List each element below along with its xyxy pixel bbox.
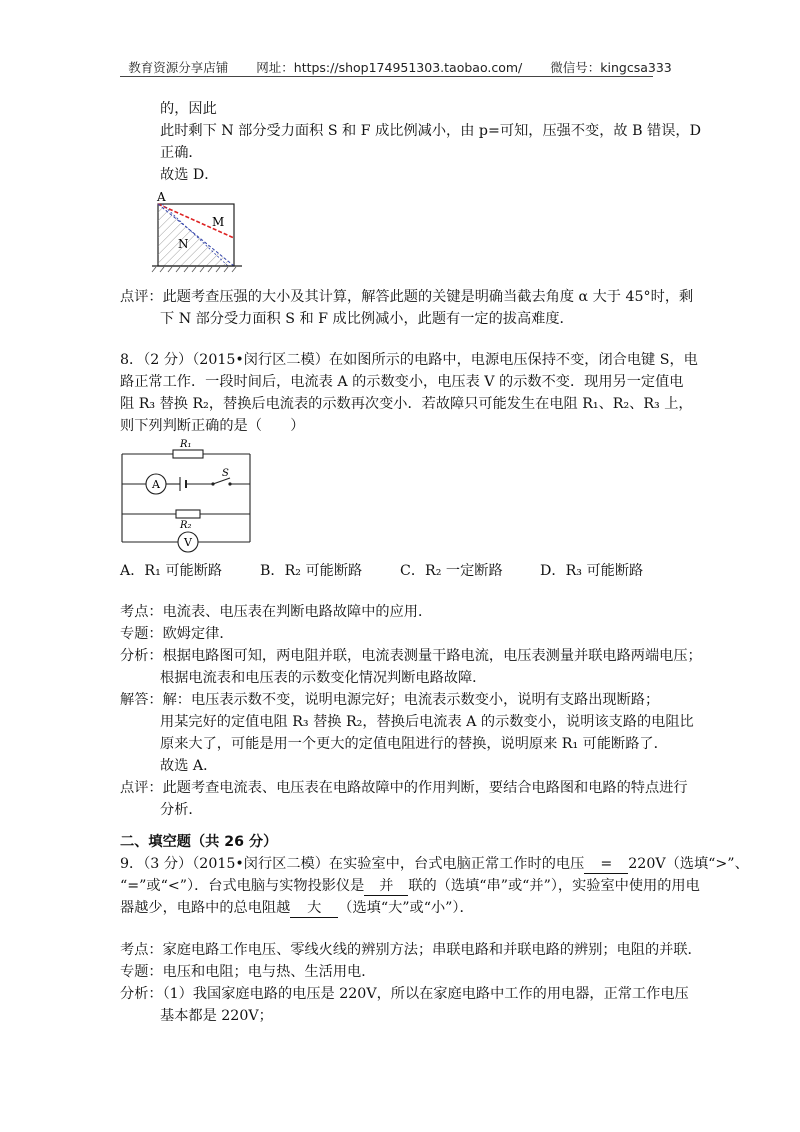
q8-option-b: B．R₂ 可能断路 <box>260 563 363 579</box>
q8-dianping-2: 分析． <box>160 802 203 818</box>
resistor-r2 <box>176 510 200 518</box>
q8-jieda-3: 原来大了，可能是用一个更大的定值电阻进行的替换，说明原来 R₁ 可能断路了． <box>160 736 668 752</box>
q8-fenxi-2: 根据电流表和电压表的示数变化情况判断电路故障． <box>160 670 487 686</box>
q7-line-2: 此时剩下 N 部分受力面积 S 和 F 成比例减小，由 p=可知，压强不变，故 B 错误，D <box>160 123 701 139</box>
q9-answer-1: = <box>584 855 628 874</box>
label-r1: R₁ <box>180 439 192 450</box>
label-m: M <box>212 215 225 229</box>
q8-option-d: D．R₃ 可能断路 <box>540 563 644 579</box>
q8-jieda-2: 用某完好的定值电阻 R₃ 替换 R₂，替换后电流表 A 的示数变小，说明该支路的电阻比 <box>160 714 694 730</box>
q9-stem-2b: 联的（选填“串”或“并”），实验室中使用的用电 <box>408 878 700 894</box>
q9-stem-3 <box>120 899 474 918</box>
q9-answer-2: 并 <box>364 877 408 896</box>
q9-kaodian: 考点：家庭电路工作电压、零线火线的辨别方法；串联电路和并联电路的辨别；电阻的并联． <box>120 942 702 958</box>
circuit-diagram <box>118 436 254 556</box>
q7-line-1: 的，因此 <box>160 101 217 117</box>
q8-kaodian: 考点：电流表、电压表在判断电路故障中的应用． <box>120 604 433 620</box>
q8-zhuanti: 专题：欧姆定律． <box>120 626 234 642</box>
q8-jieda-1: 解答：解：电压表示数不变，说明电源完好；电流表示数变小，说明有支路出现断路； <box>120 692 660 708</box>
switch-pivot <box>211 482 214 485</box>
q8-option-a: A．R₁ 可能断路 <box>120 563 223 579</box>
q9-fenxi-1: 分析：（1）我国家庭电路的电压是 220V，所以在家庭电路中工作的用电器，正常工作电压 <box>120 986 689 1002</box>
q7-line-3: 正确． <box>160 145 203 161</box>
label-a: A <box>157 190 166 204</box>
label-n: N <box>178 237 189 251</box>
header-divider <box>120 76 653 77</box>
switch-contact <box>228 482 231 485</box>
q8-stem-3: 阻 R₃ 替换 R₂，替换后电流表的示数再次变小．若故障只可能发生在电阻 R₁、R₂、R₃ 上， <box>120 396 693 412</box>
shop-name: 教育资源分享店铺 <box>128 60 229 75</box>
q8-dianping-1: 点评：此题考查电流表、电压表在电路故障中的作用判断，要结合电路图和电路的特点进行 <box>120 780 688 796</box>
wechat-id: 微信号：kingcsa333 <box>550 60 672 75</box>
label-r2: R₂ <box>180 520 192 531</box>
q9-stem-3b: （选填“大”或“小”）． <box>338 900 474 916</box>
q7-line-4: 故选 D． <box>160 167 219 183</box>
pressure-block-figure <box>150 186 250 276</box>
q9-stem-1b: 220V（选填“>”、 <box>628 856 749 872</box>
q9-stem-3a: 器越少，电路中的总电阻越 <box>120 900 291 916</box>
section-title-fill-blank: 二、填空题（共 26 分） <box>120 834 278 850</box>
q9-stem-2 <box>120 877 700 896</box>
shop-url[interactable]: 网址：https://shop174951303.taobao.com/ <box>256 60 523 75</box>
label-voltmeter: V <box>184 536 192 549</box>
q9-stem-1a: 9．（3 分）（2015•闵行区二模）在实验室中，台式电脑正常工作时的电压 <box>120 856 585 872</box>
resistor-r1 <box>173 450 203 458</box>
q9-answer-3: 大 <box>290 899 338 918</box>
q7-comment-1: 点评：此题考查压强的大小及其计算，解答此题的关键是明确当截去角度 α 大于 45°时，剩 <box>120 289 694 305</box>
q9-stem-2a: “=”或“<”）．台式电脑与实物投影仪是 <box>120 878 365 894</box>
q8-option-c: C．R₂ 一定断路 <box>400 563 503 579</box>
label-switch: S <box>222 468 229 479</box>
q8-fenxi-1: 分析：根据电路图可知，两电阻并联，电流表测量干路电流，电压表测量并联电路两端电压； <box>120 648 702 664</box>
q8-jieda-4: 故选 A． <box>160 758 218 774</box>
region-n <box>158 204 234 266</box>
q8-stem-2: 路正常工作．一段时间后，电流表 A 的示数变小，电压表 V 的示数不变．现用另一定值电 <box>120 374 684 390</box>
q8-stem-4: 则下列判断正确的是（ ） <box>120 418 305 434</box>
q7-comment-2: 下 N 部分受力面积 S 和 F 成比例减小，此题有一定的拔高难度． <box>160 311 574 327</box>
q8-stem-1: 8．（2 分）（2015•闵行区二模）在如图所示的电路中，电源电压保持不变，闭合电键 S，电 <box>120 352 698 368</box>
q9-fenxi-2: 基本都是 220V； <box>160 1008 273 1024</box>
q9-zhuanti: 专题：电压和电阻；电与热、生活用电． <box>120 964 376 980</box>
q9-stem-1 <box>120 855 749 874</box>
page-header <box>0 58 800 76</box>
label-ammeter: A <box>152 478 160 491</box>
